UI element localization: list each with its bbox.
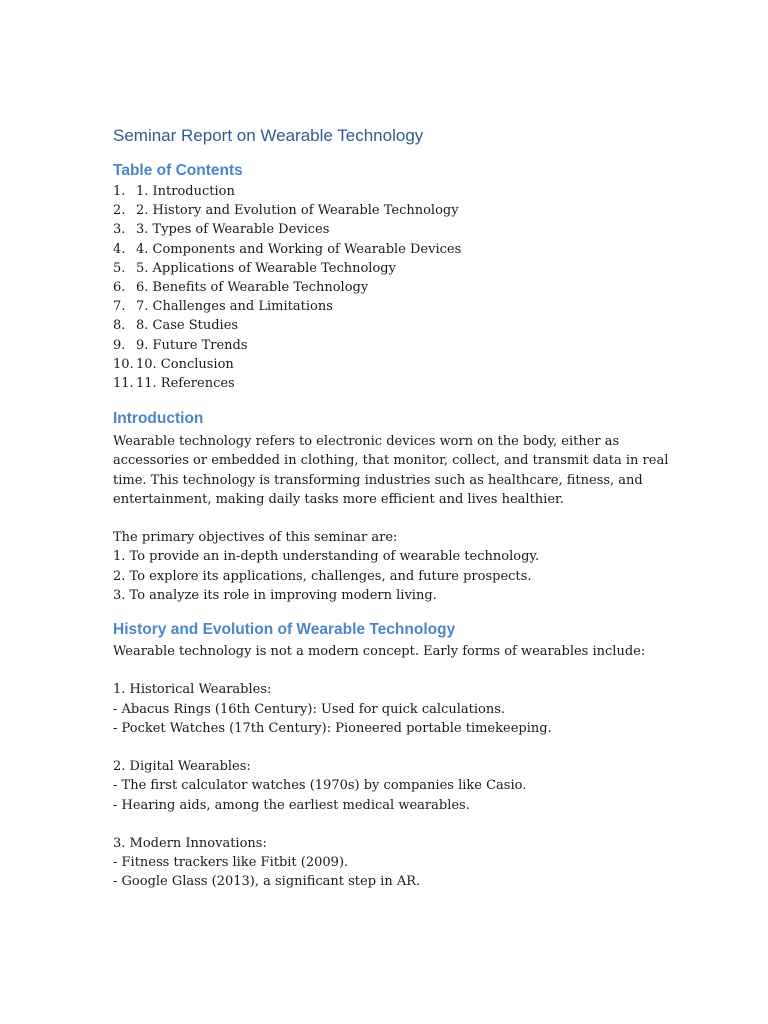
toc-item-text: 11. References	[136, 376, 235, 392]
introduction-heading: Introduction	[113, 410, 204, 428]
toc-item-text: 10. Conclusion	[136, 356, 234, 372]
toc-item	[113, 297, 673, 316]
toc-item-text: 2. History and Evolution of Wearable Technology	[136, 203, 459, 219]
toc-item-number: 4.	[113, 241, 126, 257]
history-heading: History and Evolution of Wearable Technology	[113, 621, 456, 639]
history-intro: Wearable technology is not a modern concept. Early forms of wearables include:	[113, 644, 646, 660]
toc-item	[113, 240, 673, 259]
toc-item-text: 1. Introduction	[136, 184, 235, 199]
history-group-item: - The first calculator watches (1970s) by companies like Casio.	[113, 778, 527, 794]
toc-item-number: 6.	[113, 280, 126, 296]
toc-item-number: 11.	[113, 376, 134, 392]
history-group-title: 2. Digital Wearables:	[113, 759, 251, 775]
spacer	[113, 509, 673, 528]
toc-item	[113, 374, 673, 393]
history-group	[113, 757, 673, 815]
objective-item: 3. To analyze its role in improving modern living.	[113, 587, 437, 603]
spacer	[113, 815, 673, 834]
history-group-item: - Google Glass (2013), a significant step in AR.	[113, 874, 421, 890]
toc-item-text: 8. Case Studies	[136, 318, 239, 334]
toc-item-number: 9.	[113, 337, 126, 353]
toc-item	[113, 316, 673, 335]
history-group-title: 3. Modern Innovations:	[113, 836, 267, 852]
toc-item	[113, 182, 673, 201]
toc-item-number: 3.	[113, 222, 126, 238]
toc-item-number: 1.	[113, 184, 126, 199]
toc-item-number: 10.	[113, 356, 134, 372]
toc-item-text: 6. Benefits of Wearable Technology	[136, 280, 369, 296]
toc-item	[113, 220, 673, 239]
objective-item: 1. To provide an in-depth understanding of wearable technology.	[113, 549, 540, 565]
toc-item	[113, 355, 673, 374]
toc-item	[113, 201, 673, 220]
toc-item-text: 9. Future Trends	[136, 337, 248, 353]
toc-item	[113, 336, 673, 355]
toc-item-text: 5. Applications of Wearable Technology	[136, 260, 396, 276]
spacer	[113, 661, 673, 680]
history-group-item: - Hearing aids, among the earliest medical wearables.	[113, 797, 470, 813]
toc-item-number: 2.	[113, 203, 126, 219]
toc-item-number: 5.	[113, 260, 126, 276]
toc-item-number: 7.	[113, 299, 126, 315]
history-group-item: - Abacus Rings (16th Century): Used for quick calculations.	[113, 701, 506, 717]
document-page	[113, 124, 673, 892]
document-title: Seminar Report on Wearable Technology	[113, 126, 424, 145]
objectives-intro: The primary objectives of this seminar are:	[113, 530, 398, 546]
introduction-paragraph: Wearable technology refers to electronic devices worn on the body, either as accessories or embedded in clothing, that monitor, collect, and transmit data in real time. This technology is transforming industries such as healthcare, fitness, and entertainment, making daily tasks more efficient and lives healthier.	[113, 434, 669, 507]
toc-item	[113, 278, 673, 297]
toc-item-number: 8.	[113, 318, 126, 334]
toc-heading: Table of Contents	[113, 162, 243, 179]
history-group-title: 1. Historical Wearables:	[113, 682, 272, 698]
toc-item-text: 3. Types of Wearable Devices	[136, 222, 330, 238]
history-group	[113, 834, 673, 892]
objective-item: 2. To explore its applications, challenges, and future prospects.	[113, 568, 532, 584]
history-group	[113, 680, 673, 738]
toc-item	[113, 259, 673, 278]
toc-item-text: 4. Components and Working of Wearable Devices	[136, 241, 462, 257]
toc-item-text: 7. Challenges and Limitations	[136, 299, 333, 315]
history-group-item: - Fitness trackers like Fitbit (2009).	[113, 855, 349, 871]
spacer	[113, 738, 673, 757]
history-group-item: - Pocket Watches (17th Century): Pioneered portable timekeeping.	[113, 720, 552, 736]
toc-list	[113, 182, 673, 393]
